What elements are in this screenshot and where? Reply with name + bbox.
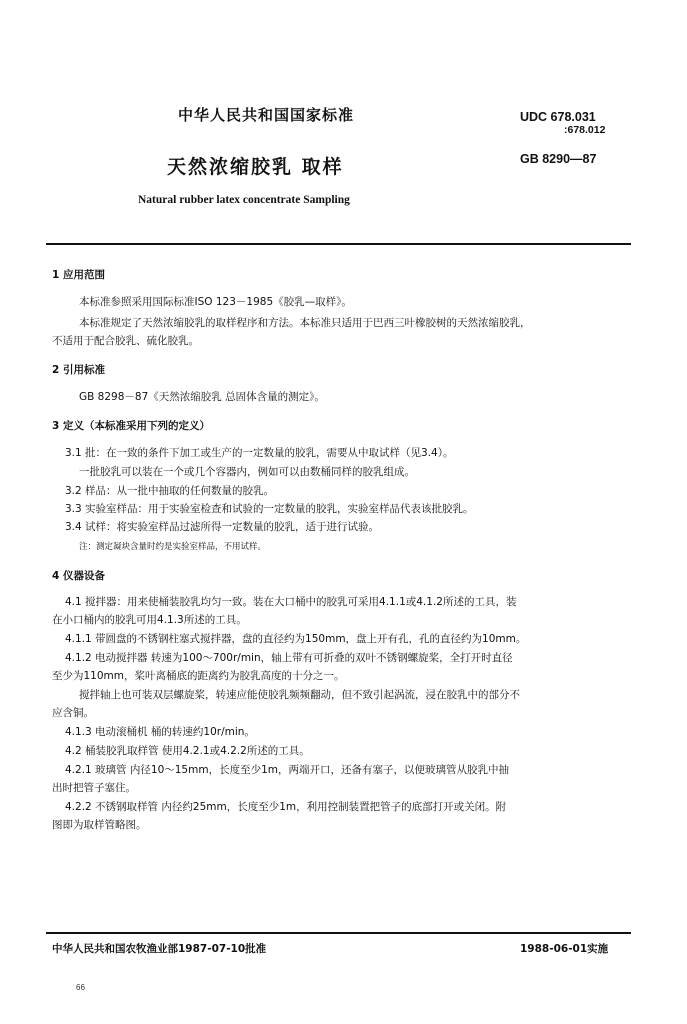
body-line: 3.4 试样：将实验室样品过滤所得一定数量的胶乳，适于进行试验。 — [65, 521, 380, 533]
gb-number: GB 8290—87 — [520, 152, 597, 166]
body-line: 4.2.2 不锈钢取样管 内径约25mm，长度至少1m，利用控制装置把管子的底部打开或关闭。附 — [65, 801, 507, 813]
section-3-heading: 3 定义（本标准采用下列的定义） — [52, 420, 210, 432]
body-line: 4.1.2 电动搅拌器 转速为100～700r/min，轴上带有可折叠的双叶不锈钢螺旋桨，全打开时直径 — [65, 652, 513, 664]
body-line: 4.1.3 电动滚桶机 桶的转速约10r/min。 — [65, 726, 255, 738]
body-line: 搅拌轴上也可装双层螺旋桨，转速应能使胶乳频频翻动，但不致引起涡流，浸在胶乳中的部分不 — [79, 689, 520, 701]
body-line: 本标准规定了天然浓缩胶乳的取样程序和方法。本标准只适用于巴西三叶橡胶树的天然浓缩胶乳， — [79, 317, 531, 329]
udc-code: UDC 678.031 — [520, 110, 596, 124]
udc-code-sub: :678.012 — [564, 124, 606, 136]
body-line: 本标准参照采用国际标准ISO 123－1985《胶乳—取样》。 — [79, 296, 352, 308]
body-line: 应含铜。 — [52, 707, 94, 719]
body-line: 出时把管子塞住。 — [52, 782, 136, 794]
body-line: 4.2 桶装胶乳取样管 使用4.2.1或4.2.2所述的工具。 — [65, 745, 310, 757]
body-line: 3.2 样品：从一批中抽取的任何数量的胶乳。 — [65, 485, 275, 497]
body-line: 3.1 批：在一致的条件下加工或生产的一定数量的胶乳，需要从中取试样（见3.4）。 — [65, 447, 454, 459]
section-1-heading: 1 应用范围 — [52, 269, 105, 281]
approval-statement: 中华人民共和国农牧渔业部1987-07-10批准 — [52, 943, 267, 955]
body-line: 图即为取样管略图。 — [52, 819, 147, 831]
document-title-english: Natural rubber latex concentrate Sampling — [138, 194, 350, 206]
document-title: 天然浓缩胶乳 取样 — [167, 156, 344, 178]
body-line: 3.3 实验室样品：用于实验室检查和试验的一定数量的胶乳，实验室样品代表该批胶乳。 — [65, 503, 474, 515]
footer-divider — [46, 932, 631, 934]
page-number: 66 — [76, 983, 85, 992]
header-divider — [46, 243, 631, 245]
body-line: 不适用于配合胶乳、硫化胶乳。 — [52, 335, 199, 347]
body-line: 一批胶乳可以装在一个或几个容器内，例如可以由数桶同样的胶乳组成。 — [79, 466, 415, 478]
standard-org: 中华人民共和国国家标准 — [178, 106, 355, 124]
body-line: 4.1 搅拌器：用来使桶装胶乳均匀一致。装在大口桶中的胶乳可采用4.1.1或4.1.2所述的工具，装 — [65, 596, 517, 608]
section-2-heading: 2 引用标准 — [52, 364, 105, 376]
body-line: 4.1.1 带圆盘的不锈钢柱塞式搅拌器，盘的直径约为150mm，盘上开有孔，孔的直径约为10mm。 — [65, 633, 527, 645]
body-line: 至少为110mm，桨叶离桶底的距离约为胶乳高度的十分之一。 — [52, 670, 345, 682]
body-line: 在小口桶内的胶乳可用4.1.3所述的工具。 — [52, 614, 247, 626]
section-4-heading: 4 仪器设备 — [52, 570, 105, 582]
body-line: GB 8298－87《天然浓缩胶乳 总固体含量的测定》。 — [79, 391, 325, 403]
note-line: 注：测定凝块含量时约是实验室样品，不用试样。 — [79, 542, 267, 552]
body-line: 4.2.1 玻璃管 内径10～15mm，长度至少1m，两端开口，还备有塞子，以便玻璃管从胶乳中抽 — [65, 764, 509, 776]
effective-date: 1988-06-01实施 — [520, 943, 609, 955]
